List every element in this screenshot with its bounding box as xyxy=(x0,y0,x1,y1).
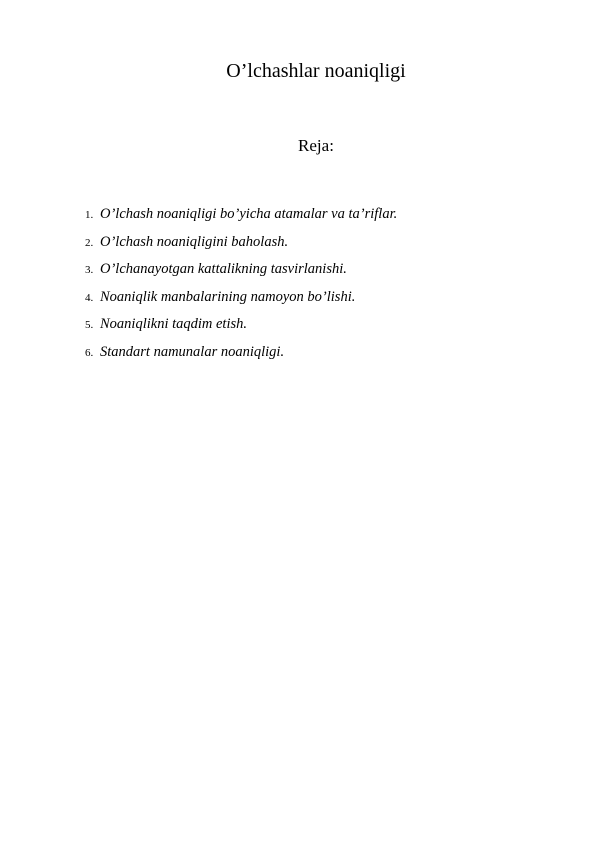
plan-list xyxy=(85,206,397,372)
plan-item-text: O’lchash noaniqligi bo’yicha atamalar va ta’riflar. xyxy=(100,206,398,222)
plan-item-number: 2. xyxy=(85,236,94,249)
plan-item-number: 5. xyxy=(85,319,94,332)
plan-item-3 xyxy=(85,261,397,289)
plan-item-4 xyxy=(85,289,397,317)
plan-item-2 xyxy=(85,234,397,262)
plan-heading: Reja: xyxy=(298,136,334,155)
plan-item-text: Standart namunalar noaniqligi. xyxy=(100,343,285,360)
plan-item-number: 1. xyxy=(85,209,94,221)
plan-item-text: O’lchash noaniqligini baholash. xyxy=(100,233,289,250)
plan-item-text: Noaniqlik manbalarining namoyon bo’lishi. xyxy=(100,288,356,305)
document-title: O’lchashlar noaniqligi xyxy=(226,60,406,82)
plan-item-number: 6. xyxy=(85,346,94,359)
plan-item-5 xyxy=(85,316,397,344)
plan-item-text: Noaniqlikni taqdim etish. xyxy=(100,316,248,333)
plan-item-1 xyxy=(85,206,397,234)
plan-item-6 xyxy=(85,344,397,372)
plan-item-number: 3. xyxy=(85,264,94,277)
plan-item-text: O’lchanayotgan kattalikning tasvirlanishi. xyxy=(100,261,347,278)
plan-item-number: 4. xyxy=(85,291,94,304)
